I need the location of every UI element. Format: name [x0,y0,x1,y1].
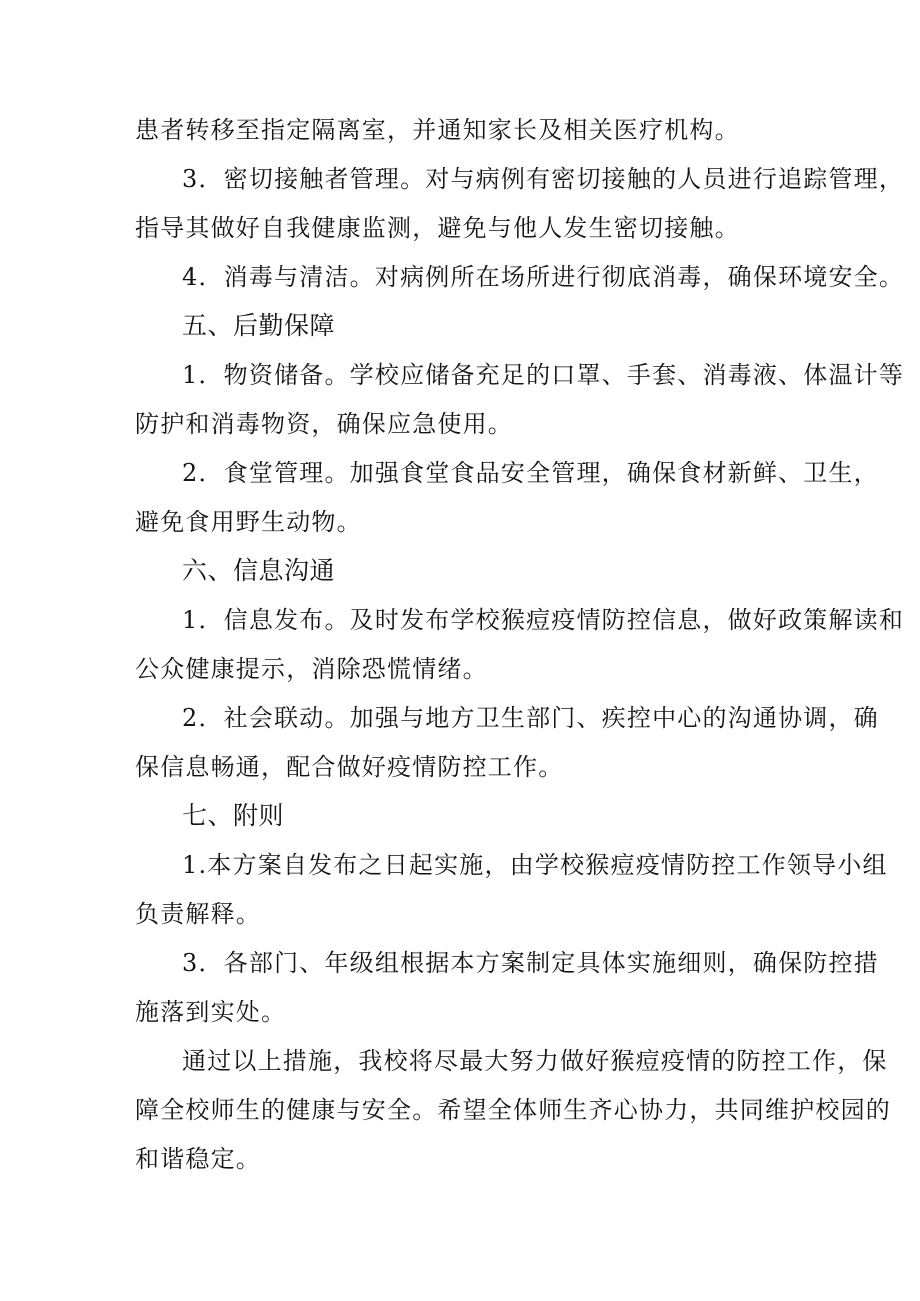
text-line: 2．社会联动。加强与地方卫生部门、疾控中心的沟通协调，确 [182,704,879,732]
text-line: 3．各部门、年级组根据本方案制定具体实施细则，确保防控措 [182,949,879,977]
text-line: 和谐稳定。 [135,1145,261,1173]
text-line: 2．食堂管理。加强食堂食品安全管理，确保食材新鲜、卫生， [182,459,879,487]
text-line: 公众健康提示，消除恐慌情绪。 [135,655,488,683]
text-line: 避免食用野生动物。 [135,508,362,536]
text-line: 保信息畅通，配合做好疫情防控工作。 [135,753,564,781]
text-line: 3．密切接触者管理。对与病例有密切接触的人员进行追踪管理， [182,165,905,193]
text-line: 通过以上措施，我校将尽最大努力做好猴痘疫情的防控工作，保 [182,1047,888,1075]
section-heading: 七、附则 [182,801,285,830]
text-line: 指导其做好自我健康监测，避免与他人发生密切接触。 [135,214,740,242]
text-line: 负责解释。 [135,900,261,928]
section-heading: 六、信息沟通 [182,556,336,585]
text-line: 1．信息发布。及时发布学校猴痘疫情防控信息，做好政策解读和 [182,606,905,634]
text-line: 4．消毒与清洁。对病例所在场所进行彻底消毒，确保环境安全。 [182,263,905,291]
text-line: 1.本方案自发布之日起实施，由学校猴痘疫情防控工作领导小组 [182,851,888,879]
text-line: 施落到实处。 [135,998,287,1026]
section-heading: 五、后勤保障 [182,311,336,340]
text-line: 防护和消毒物资，确保应急使用。 [135,410,513,438]
text-line: 患者转移至指定隔离室，并通知家长及相关医疗机构。 [135,116,740,144]
text-line: 1．物资储备。学校应储备充足的口罩、手套、消毒液、体温计等 [182,361,905,389]
text-line: 障全校师生的健康与安全。希望全体师生齐心协力，共同维护校园的 [135,1096,891,1124]
